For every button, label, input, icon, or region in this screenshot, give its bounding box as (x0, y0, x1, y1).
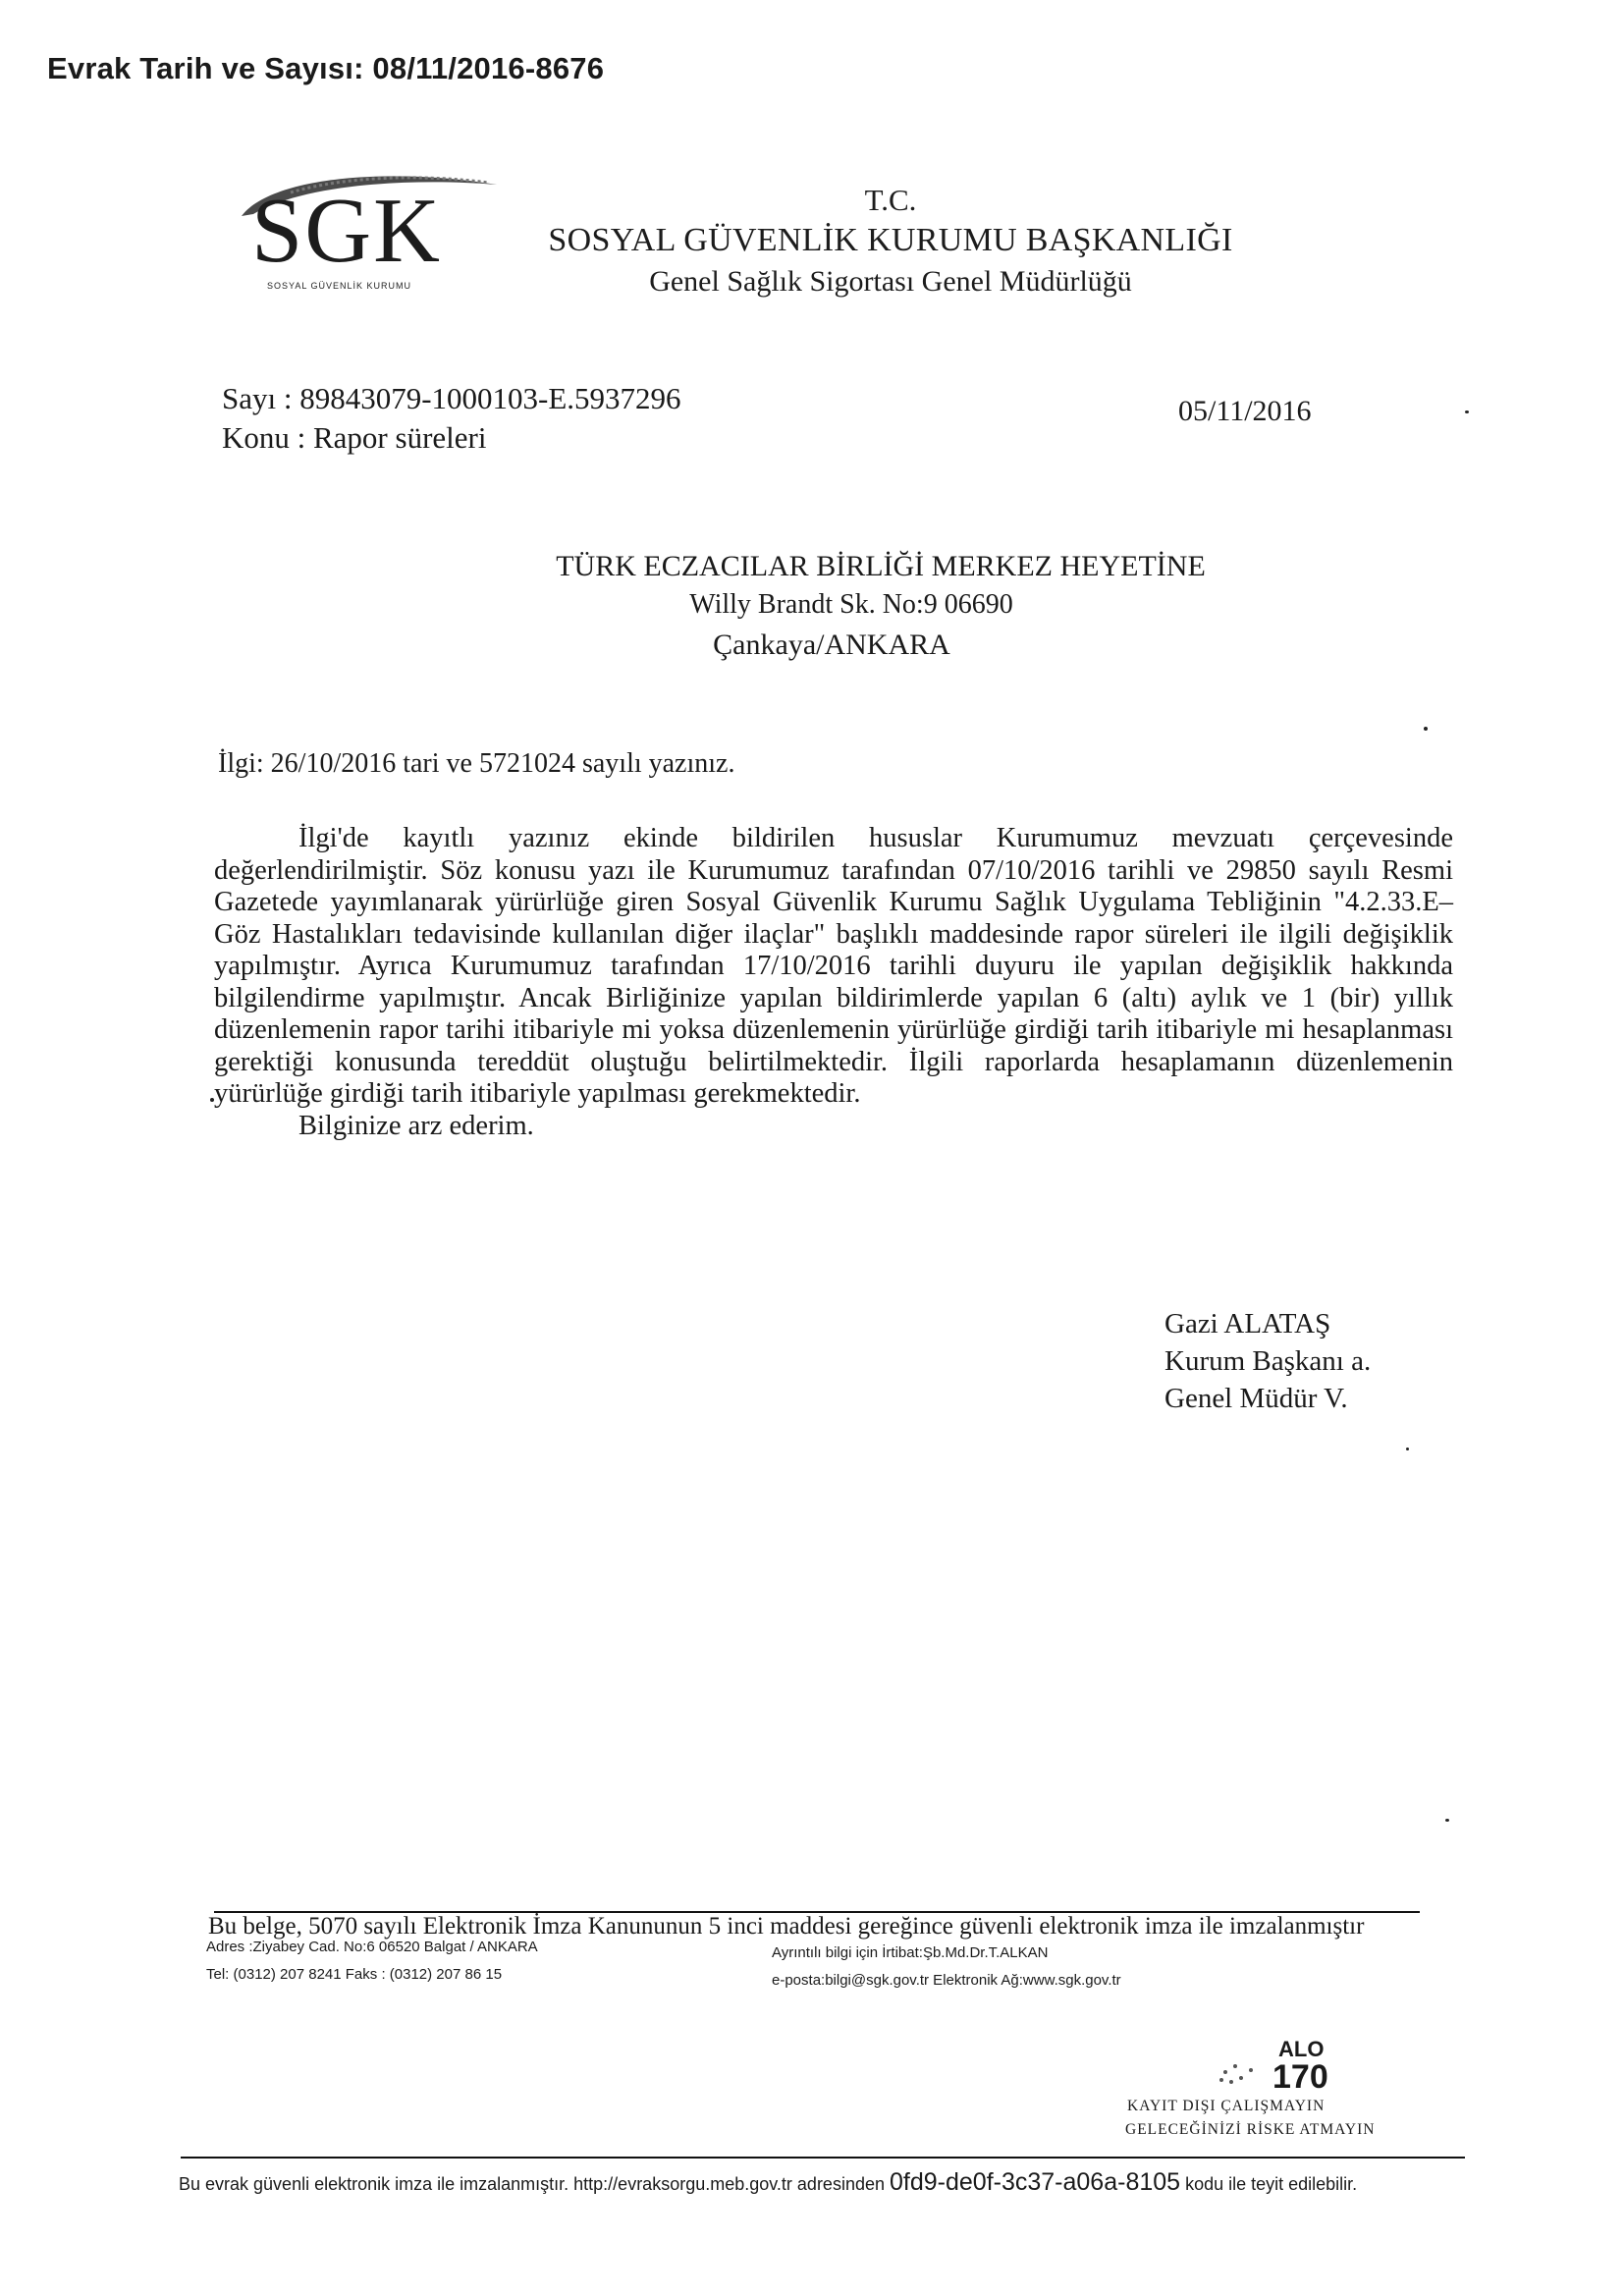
logo-text: SGK (251, 180, 443, 282)
footer-address: Adres :Ziyabey Cad. No:6 06520 Balgat / ANKARA (206, 1939, 538, 1955)
reference-number: Sayı : 89843079-1000103-E.5937296 (222, 381, 681, 415)
verification-code: 0fd9-de0f-3c37-a06a-8105 (890, 2168, 1181, 2196)
e-signature-notice: Bu belge, 5070 sayılı Elektronik İmza Kanununun 5 inci maddesi gereğince güvenli elektronik imza ile imzalanmıştır (208, 1913, 1365, 1940)
signatory-role: Genel Müdür V. (1164, 1383, 1348, 1414)
recipient-street: Willy Brandt Sk. No:9 06690 (689, 589, 1013, 620)
header-country: T.C. (864, 183, 917, 217)
verification-divider (181, 2157, 1465, 2159)
scan-speck (1424, 727, 1428, 731)
closing-line: Bilginize arz ederim. (298, 1110, 534, 1141)
registry-stamp: Evrak Tarih ve Sayısı: 08/11/2016-8676 (47, 51, 605, 85)
scan-speck (210, 1098, 214, 1102)
alo-number: 170 (1272, 2058, 1328, 2096)
slogan-line-1: KAYIT DIŞI ÇALIŞMAYIN (1127, 2098, 1326, 2114)
recipient-city: Çankaya/ANKARA (713, 629, 950, 661)
header-department: Genel Sağlık Sigortası Genel Müdürlüğü (649, 265, 1132, 298)
alo-170-graphic (1196, 2031, 1392, 2100)
verification-suffix: kodu ile teyit edilebilir. (1180, 2174, 1358, 2194)
recipient-name: TÜRK ECZACILAR BİRLİĞİ MERKEZ HEYETİNE (556, 550, 1206, 582)
logo-subtitle: SOSYAL GÜVENLİK KURUMU (267, 281, 412, 291)
header-institution: SOSYAL GÜVENLİK KURUMU BAŞKANLIĞI (548, 222, 1233, 258)
scan-speck (1465, 410, 1469, 413)
letter-body (214, 823, 1453, 1142)
body-paragraph: İlgi'de kayıtlı yazınız ekinde bildirilen hususlar Kurumumuz mevzuatı çerçevesinde değerlendirilmiştir. Söz konusu yazı ile Kurumumuz tarafından 07/10/2016 tarihli ve 29850 sayılı Resmi Gazetede yayımlanarak yürürlüğe giren Sosyal Güvenlik Kurumu Sağlık Uygulama Tebliğinin "4.2.33.E– Göz Hastalıkları tedavisinde kullanılan diğer ilaçlar" başlıklı maddesinde rapor süreleri ile ilgili değişiklik yapılmıştır. Ayrıca Kurumumuz tarafından 17/10/2016 tarihli duyuru ile yapılan değişiklik hakkında bilgilendirme yapılmıştır. Ancak Birliğinize yapılan bildirimlerde yapılan 6 (altı) aylık ve 1 (bir) yıllık düzenlemenin rapor tarihi itibariyle mi yoksa düzenlemenin yürürlüğe girdiği tarih itibariyle mi hesaplanması gerektiği konusunda tereddüt oluştuğu belirtilmektedir. İlgili raporlarda hesaplamanın düzenlemenin yürürlüğe girdiği tarih itibariyle yapılması gerekmektedir. (214, 823, 1453, 1109)
verification-prefix: Bu evrak güvenli elektronik imza ile imzalanmıştır. http://evraksorgu.meb.gov.tr adresinden (179, 2174, 890, 2194)
alo-text: ALO (1278, 2037, 1325, 2061)
footer-phone: Tel: (0312) 207 8241 Faks : (0312) 207 86 15 (206, 1966, 503, 1983)
subject: Konu : Rapor süreleri (222, 420, 487, 455)
verification-line (179, 2168, 1357, 2197)
scan-speck (1445, 1819, 1449, 1822)
signatory-name: Gazi ALATAŞ (1164, 1308, 1331, 1339)
footer-contact: Ayrıntılı bilgi için İrtibat:Şb.Md.Dr.T.ALKAN (772, 1944, 1049, 1961)
document-date: 05/11/2016 (1178, 395, 1312, 427)
slogan-line-2: GELECEĞİNİZİ RİSKE ATMAYIN (1125, 2121, 1376, 2138)
footer-web: e-posta:bilgi@sgk.gov.tr Elektronik Ağ:www.sgk.gov.tr (772, 1972, 1121, 1989)
related-reference: İlgi: 26/10/2016 tari ve 5721024 sayılı yazınız. (218, 748, 735, 779)
scan-speck (1406, 1448, 1409, 1450)
signatory-title: Kurum Başkanı a. (1164, 1345, 1372, 1377)
